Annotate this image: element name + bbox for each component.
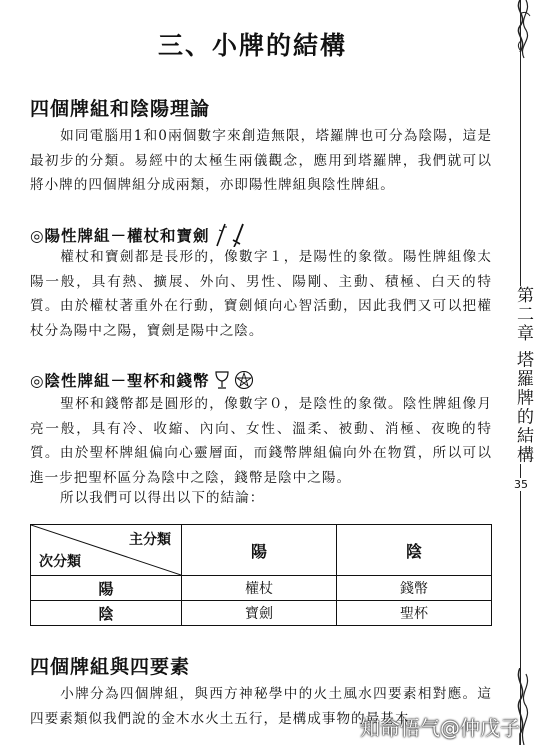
table-cell: 寶劍 [182, 601, 337, 626]
table-cell: 錢幣 [337, 576, 492, 601]
section-heading-yin-yang: 四個牌組和陰陽理論 [30, 98, 211, 120]
section-heading-elements: 四個牌組與四要素 [30, 656, 191, 678]
table-corner-cell [31, 525, 182, 576]
yin-heading [30, 369, 254, 391]
table-row [31, 576, 492, 601]
pentacle-icon [234, 370, 254, 390]
summary-table [30, 524, 492, 626]
elements-paragraph: 小牌分為四個牌組，與西方神秘學中的火土風水四要素相對應。這四要素類似我們說的金木水火土五行，是構成事物的最基本 [30, 686, 492, 727]
page-number: 35 [509, 478, 533, 491]
yang-heading [30, 223, 246, 247]
row-header: 陽 [31, 576, 182, 601]
intro-paragraph: 如同電腦用1和0兩個數字來創造無限，塔羅牌也可分為陰陽，這是最初步的分類。易經中的太極生兩儀觀念，應用到塔羅牌，我們就可以將小牌的四個牌組分成兩類，亦即陽性牌組與陰性牌組。 [30, 128, 492, 193]
main-category-label: 主分類 [129, 532, 171, 548]
table-row [31, 601, 492, 626]
yin-heading-text: ◎陰性牌組－聖杯和錢幣 [30, 371, 210, 390]
yang-paragraph: 權杖和寶劍都是長形的，像數字１，是陽性的象徵。陽性牌組像太陽一般，具有熱、擴展、外向、男性、陽剛、主動、積極、白天的特質。由於權杖著重外在行動，寶劍傾向心智活動，因此我們又可以把權杖分為陽中之陽，寶劍是陽中之陰。 [30, 249, 492, 339]
watermark: 知命悟气@仲戊子 [360, 716, 520, 740]
table-header-row [31, 525, 492, 576]
cup-icon [214, 370, 230, 390]
conclusion-line: 所以我們可以得出以下的結論： [60, 490, 265, 506]
top-vine-ornament [510, 0, 536, 60]
page-title: 三、小牌的結構 [157, 31, 347, 60]
yin-paragraph: 聖杯和錢幣都是圓形的，像數字０，是陰性的象徵。陰性牌組像月亮一般，具有冷、收縮、內向、女性、溫柔、被動、消極、夜晚的特質。由於聖杯牌組偏向心靈層面，而錢幣牌組偏向外在物質，所以可以進一步把聖杯區分為陰中之陰，錢幣是陰中之陽。 [30, 396, 492, 486]
table-cell: 聖杯 [337, 601, 492, 626]
sub-category-label: 次分類 [39, 554, 81, 570]
column-header-yang: 陽 [182, 525, 337, 576]
chapter-tab: 第二章 塔羅牌的結構 [509, 286, 533, 464]
row-header: 陰 [31, 601, 182, 626]
sword-icon [232, 223, 246, 247]
yang-heading-text: ◎陽性牌組－權杖和寶劍 [30, 226, 210, 245]
column-header-yin: 陰 [337, 525, 492, 576]
table-cell: 權杖 [182, 576, 337, 601]
wand-icon [214, 223, 228, 247]
